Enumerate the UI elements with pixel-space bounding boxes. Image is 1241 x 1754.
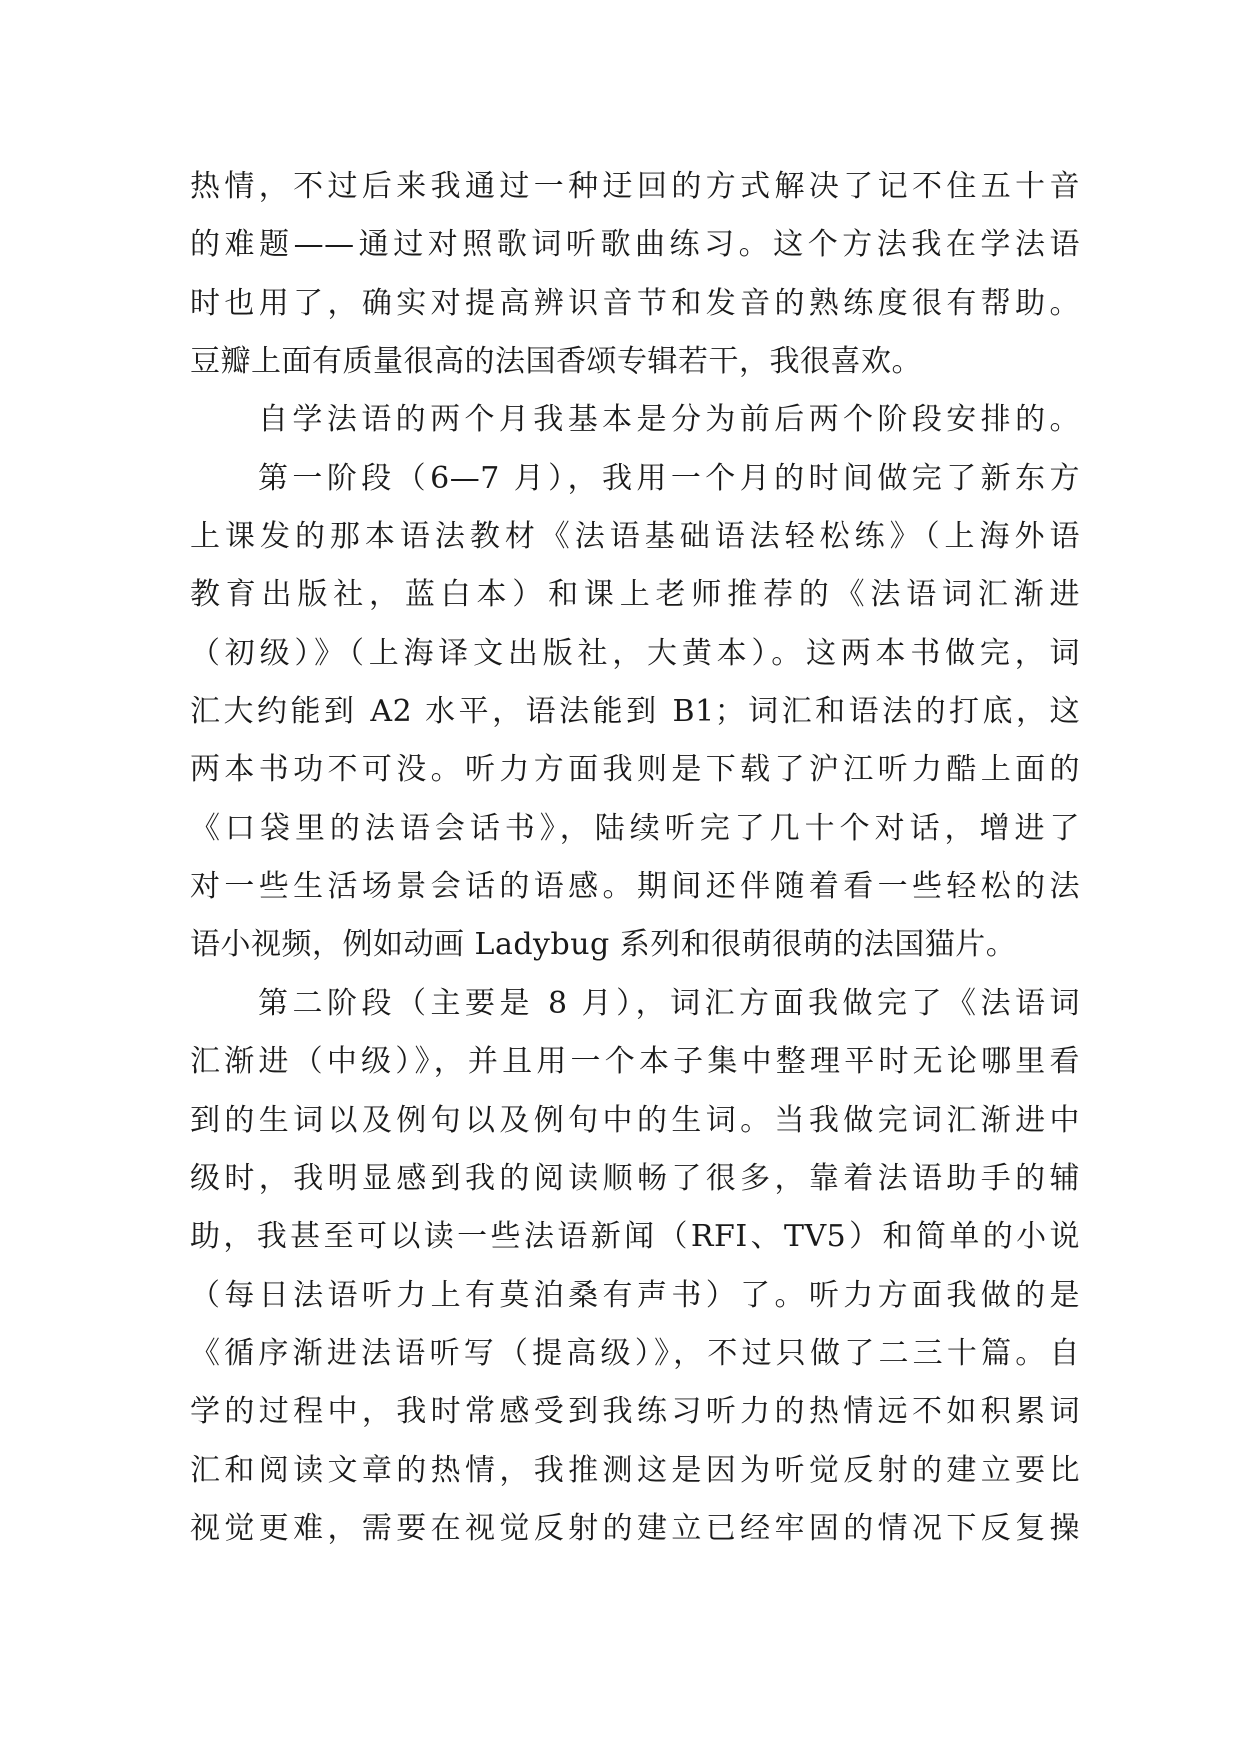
- text-line: （每日法语听力上有莫泊桑有声书）了。听力方面我做的是: [190, 1277, 1080, 1313]
- text-line: 豆瓣上面有质量很高的法国香颂专辑若干，我很喜欢。: [190, 344, 922, 380]
- text-line: 上课发的那本语法教材《法语基础语法轻松练》（上海外语: [190, 519, 1080, 555]
- text-line: 教育出版社，蓝白本）和课上老师推荐的《法语词汇渐进: [190, 577, 1080, 613]
- text-line: （初级）》（上海译文出版社，大黄本）。这两本书做完，词: [190, 635, 1080, 671]
- text-line: 《口袋里的法语会话书》，陆续听完了几十个对话，增进了: [190, 810, 1080, 846]
- text-line: 两本书功不可没。听力方面我则是下载了沪江听力酷上面的: [190, 752, 1080, 788]
- text-line: 时也用了，确实对提高辨识音节和发音的熟练度很有帮助。: [190, 285, 1080, 321]
- text-line: 对一些生活场景会话的语感。期间还伴随着看一些轻松的法: [190, 869, 1080, 905]
- text-line: 助，我甚至可以读一些法语新闻（RFI、TV5）和简单的小说: [190, 1219, 1080, 1255]
- text-line: 到的生词以及例句以及例句中的生词。当我做完词汇渐进中: [190, 1102, 1080, 1138]
- text-line: 语小视频，例如动画 Ladybug 系列和很萌很萌的法国猫片。: [190, 927, 1017, 963]
- text-line: 第一阶段（6—7 月），我用一个月的时间做完了新东方: [258, 460, 1080, 496]
- text-line: 汇和阅读文章的热情，我推测这是因为听觉反射的建立要比: [190, 1452, 1080, 1488]
- text-line: 学的过程中，我时常感受到我练习听力的热情远不如积累词: [190, 1394, 1080, 1430]
- text-line: 视觉更难，需要在视觉反射的建立已经牢固的情况下反复操: [190, 1510, 1080, 1546]
- text-line: 自学法语的两个月我基本是分为前后两个阶段安排的。: [258, 402, 1080, 438]
- text-line: 《循序渐进法语听写（提高级）》，不过只做了二三十篇。自: [190, 1335, 1080, 1371]
- text-line: 热情，不过后来我通过一种迂回的方式解决了记不住五十音: [190, 169, 1080, 204]
- text-line: 汇大约能到 A2 水平，语法能到 B1；词汇和语法的打底，这: [190, 694, 1080, 730]
- text-line: 第二阶段（主要是 8 月），词汇方面我做完了《法语词: [258, 985, 1080, 1021]
- text-line: 级时，我明显感到我的阅读顺畅了很多，靠着法语助手的辅: [190, 1160, 1080, 1196]
- body-text: [190, 158, 1080, 1558]
- text-line: 汇渐进（中级）》，并且用一个本子集中整理平时无论哪里看: [190, 1044, 1080, 1080]
- text-line: 的难题——通过对照歌词听歌曲练习。这个方法我在学法语: [190, 227, 1080, 263]
